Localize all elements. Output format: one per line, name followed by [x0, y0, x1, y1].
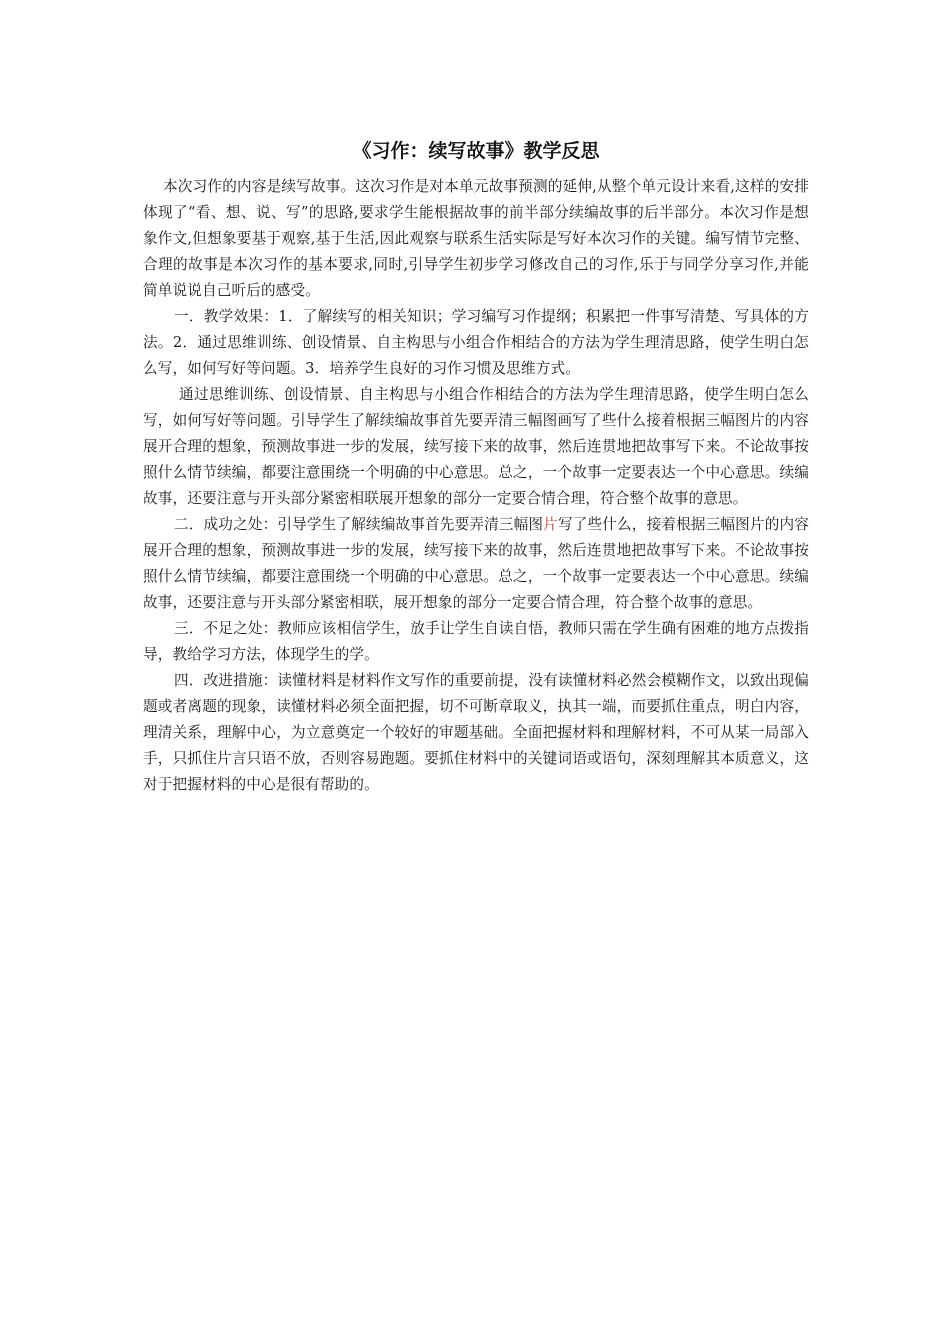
teaching-effect-paragraph: 一．教学效果：1．了解续写的相关知识；学习编写习作提纲；积累把一件事写清楚、写具体的方法。2．通过思维训练、创设情景、自主构思与小组合作相结合的方法为学生理清思路，使学生明白怎么写，如何写好等问题。3．培养学生良好的习作习惯及思维方式。	[143, 308, 809, 377]
success-text-end: 写了些什么，接着根据三幅图片的内容展开合理的想象，预测故事进一步的发展，续写接下来的故事，然后连贯地把故事写下来。不论故事按照什么情节续编，都要注意围绕一个明确的中心意思。总之，一个故事一定要表达一个中心意思。续编故事，还要注意与开头部分紧密相联，展开想象的部分一定要合情合理，符合整个故事的意思。	[143, 516, 809, 611]
highlighted-character: 片	[543, 516, 558, 533]
shortcomings-paragraph: 三．不足之处：教师应该相信学生，放手让学生自读自悟，教师只需在学生确有困难的地方点拨指导，教给学习方法，体现学生的学。	[143, 620, 809, 663]
document-body	[143, 136, 809, 798]
success-text-start: 二．成功之处：引导学生了解续编故事首先要弄清三幅图	[174, 516, 544, 533]
teaching-effect-detail-paragraph: 通过思维训练、创设情景、自主构思与小组合作相结合的方法为学生理清思路，使学生明白怎么写，如何写好等问题。引导学生了解续编故事首先要弄清三幅图画写了些什么接着根据三幅图片的内容展开合理的想象，预测故事进一步的发展，续写接下来的故事，然后连贯地把故事写下来。不论故事按照什么情节续编，都要注意围绕一个明确的中心意思。总之，一个故事一定要表达一个中心意思。续编故事，还要注意与开头部分紧密相联展开想象的部分一定要合情合理，符合整个故事的意思。	[143, 386, 809, 507]
success-paragraph	[143, 512, 809, 616]
intro-paragraph: 本次习作的内容是续写故事。这次习作是对本单元故事预测的延伸,从整个单元设计来看,这样的安排体现了“看、想、说、写”的思路,要求学生能根据故事的前半部分续编故事的后半部分。本次习作是想象作文,但想象要基于观察,基于生活,因此观察与联系生活实际是写好本次习作的关键。编写情节完整、合理的故事是本次习作的基本要求,同时,引导学生初步学习修改自己的习作,乐于与同学分享习作,并能简单说说自己听后的感受。	[143, 178, 810, 299]
improvement-paragraph: 四．改进措施：读懂材料是材料作文写作的重要前提，没有读懂材料必然会模糊作文，以致出现偏题或者离题的现象，读懂材料必须全面把握，切不可断章取义，执其一端，而要抓住重点，明白内容，理清关系，理解中心，为立意奠定一个较好的审题基础。全面把握材料和理解材料，不可从某一局部入手，只抓住片言只语不放，否则容易跑题。要抓住材料中的关键词语或语句，深刻理解其本质意义，这对于把握材料的中心是很有帮助的。	[143, 672, 809, 793]
document-title: 《习作：续写故事》教学反思	[352, 140, 600, 162]
